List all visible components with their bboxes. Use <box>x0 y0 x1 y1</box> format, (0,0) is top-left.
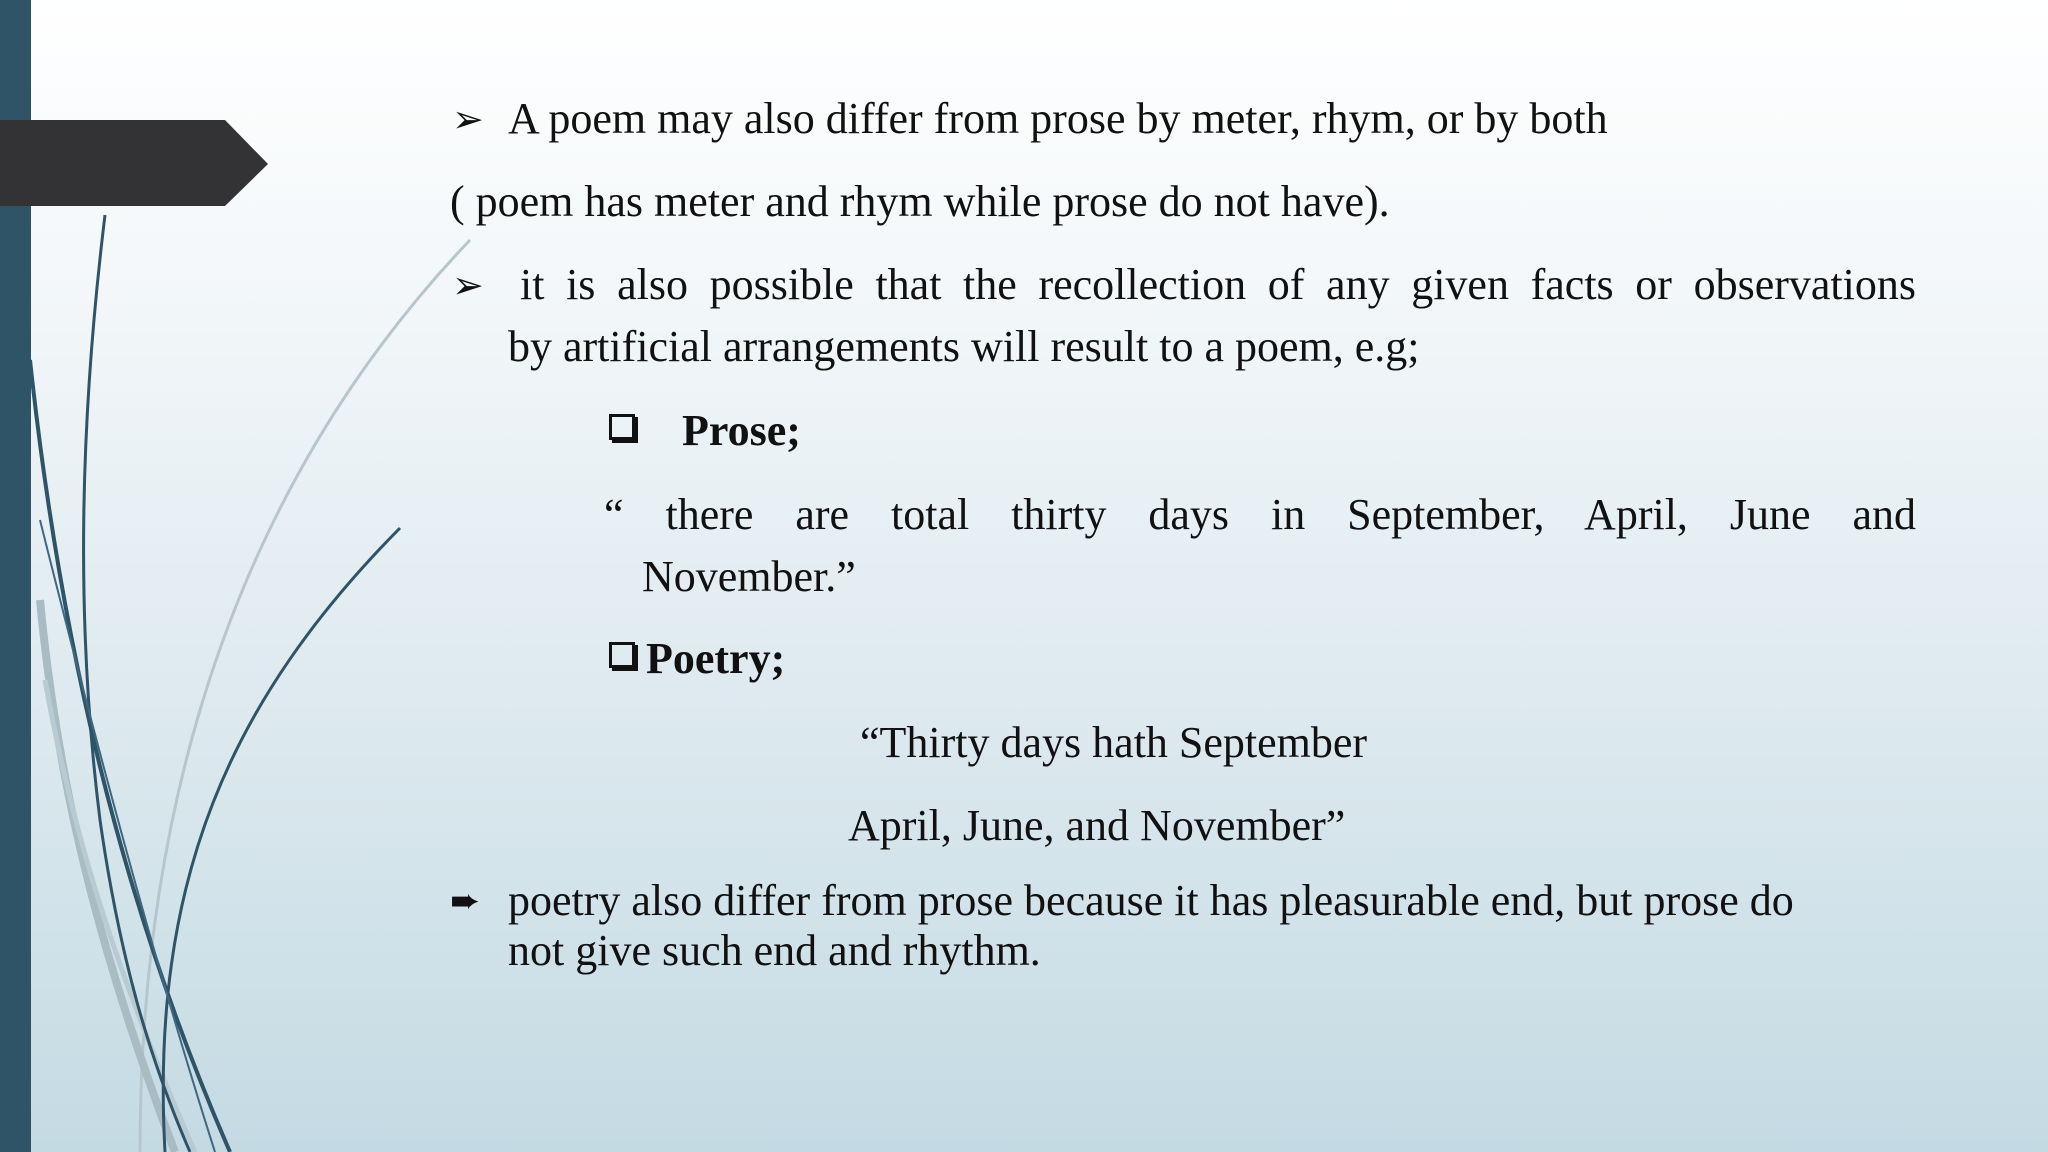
bullet-3-line-2: not give such end and rhythm. <box>508 926 1041 975</box>
bullet-2-line-2: by artificial arrangements will result to a poem, e.g; <box>508 322 1420 371</box>
pointer-bullet-icon: ➨ <box>450 881 481 922</box>
checkbox-bullet-icon <box>609 414 635 440</box>
prose-quote-line-2: November.” <box>642 552 856 601</box>
prose-heading: Prose; <box>682 406 801 455</box>
paren-line: ( poem has meter and rhym while prose do not have). <box>450 177 1390 226</box>
bullet-2-line-1: it is also possible that the recollection of any given facts or observations <box>520 260 1916 309</box>
poetry-verse-line-2: April, June, and November” <box>848 801 1346 850</box>
poetry-verse-line-1: “Thirty days hath September <box>860 718 1368 767</box>
bullet-3-line-1: poetry also differ from prose because it has pleasurable end, but prose do <box>508 876 1794 925</box>
poetry-heading: Poetry; <box>646 634 786 683</box>
arrow-bullet-icon: ➢ <box>452 97 484 141</box>
prose-quote-line-1: “ there are total thirty days in September, April, June and <box>604 490 1916 539</box>
arrow-bullet-icon: ➢ <box>452 263 484 307</box>
checkbox-bullet-icon <box>609 642 635 668</box>
bullet-1-text: A poem may also differ from prose by meter, rhym, or by both <box>508 94 1608 143</box>
